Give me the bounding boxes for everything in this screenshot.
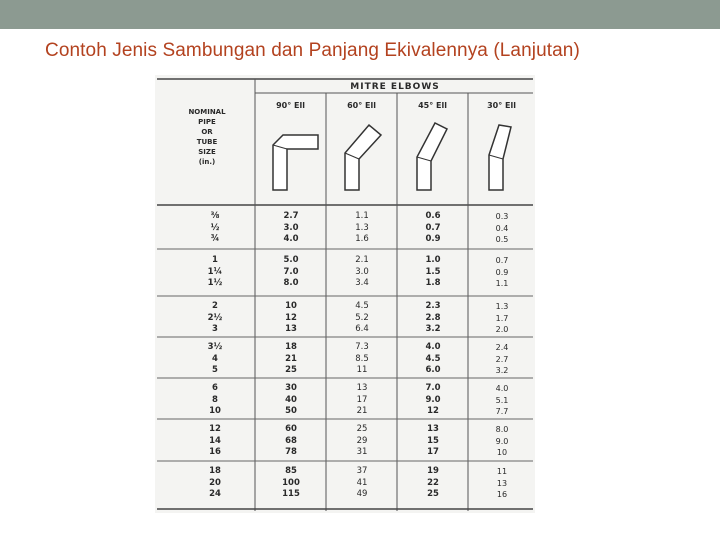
equivalent-length-cell: 4.5 (425, 353, 441, 364)
equivalent-length-cell: 25 (427, 489, 439, 499)
elbow-45-drawing (405, 115, 461, 195)
pipe-size-cell: 10 (209, 406, 221, 416)
equivalent-length-cell: 22 (427, 477, 439, 488)
equivalent-length-cell: 0.9 (425, 234, 441, 244)
equivalent-length-cell: 29 (356, 435, 368, 446)
equivalent-length-cell: 0.6 (425, 211, 441, 221)
equivalent-length-cell: 11 (496, 467, 508, 476)
equivalent-length-cell: 18 (285, 342, 297, 352)
equivalent-length-cell: 16 (496, 490, 508, 499)
equivalent-length-cell: 8.0 (283, 278, 299, 288)
equivalent-length-cell: 0.5 (495, 235, 509, 244)
equivalent-length-cell: 2.7 (283, 211, 299, 221)
pipe-size-cell: 8 (212, 394, 218, 405)
column-header-45: 45° Ell (418, 101, 447, 110)
pipe-size-cell: 5 (212, 365, 218, 375)
equivalent-length-cell: 0.9 (495, 267, 509, 277)
equivalent-length-cell: 11 (356, 365, 368, 375)
equivalent-length-cell: 50 (285, 406, 297, 416)
pipe-size-cell: 3½ (207, 342, 223, 352)
equivalent-length-cell: 9.0 (495, 436, 509, 446)
equivalent-length-cell: 0.3 (495, 212, 509, 221)
equivalent-length-cell: 100 (282, 477, 300, 488)
equivalent-length-cell: 3.2 (495, 366, 509, 375)
equivalent-length-cell: 4.0 (495, 384, 509, 393)
equivalent-length-cell: 17 (356, 394, 368, 405)
pipe-size-cell: 12 (209, 424, 221, 434)
column-header-60: 60° Ell (347, 101, 376, 110)
equivalent-length-cell: 2.3 (425, 301, 441, 311)
nominal-header-line: SIZE (198, 148, 216, 156)
nominal-header-line: OR (201, 128, 213, 136)
equivalent-length-cell: 13 (496, 478, 508, 488)
pipe-size-cell: 1½ (207, 278, 223, 288)
equivalent-length-cell: 15 (427, 435, 439, 446)
nominal-header-line: NOMINAL (188, 108, 226, 116)
equivalent-length-cell: 30 (285, 383, 297, 393)
equivalent-length-cell: 1.3 (355, 222, 369, 233)
equivalent-length-cell: 4.0 (283, 234, 299, 244)
equivalent-length-cell: 7.3 (355, 342, 369, 352)
equivalent-length-cell: 85 (285, 466, 297, 476)
equivalent-length-cell: 60 (285, 424, 297, 434)
equivalent-length-cell: 8.5 (355, 353, 369, 364)
slide-top-bar (0, 0, 720, 29)
equivalent-length-cell: 31 (356, 447, 368, 457)
equivalent-length-cell: 1.3 (495, 302, 509, 311)
equivalent-length-cell: 17 (427, 447, 439, 457)
equivalent-length-cell: 5.0 (283, 255, 299, 265)
nominal-size-header (167, 107, 247, 167)
equivalent-length-cell: 3.4 (355, 278, 369, 288)
equivalent-length-cell: 25 (285, 365, 297, 375)
equivalent-length-cell: 0.4 (495, 223, 509, 233)
elbow-90-drawing (263, 115, 319, 195)
equivalent-length-cell: 2.1 (355, 255, 369, 265)
nominal-header-line: TUBE (196, 138, 218, 146)
elbow-60-drawing (333, 115, 389, 195)
equivalent-length-cell: 1.6 (355, 234, 369, 244)
equivalent-length-cell: 115 (282, 489, 300, 499)
equivalent-length-cell: 12 (427, 406, 439, 416)
pipe-size-cell: 1¼ (207, 266, 223, 277)
equivalent-length-cell: 9.0 (425, 394, 441, 405)
equivalent-length-cell: 10 (496, 448, 508, 457)
equivalent-length-cell: 2.0 (495, 325, 509, 334)
equivalent-length-cell: 37 (356, 466, 368, 476)
pipe-size-cell: 18 (209, 466, 221, 476)
group-header: MITRE ELBOWS (350, 82, 440, 92)
equivalent-length-cell: 40 (285, 394, 297, 405)
pipe-size-cell: 4 (212, 353, 218, 364)
pipe-size-cell: 2 (212, 301, 218, 311)
equivalent-length-cell: 21 (285, 353, 297, 364)
column-header-90: 90° Ell (276, 101, 305, 110)
pipe-size-cell: ¾ (210, 234, 220, 244)
equivalent-length-cell: 7.0 (283, 266, 299, 277)
equivalent-length-cell: 1.7 (495, 313, 509, 323)
equivalent-length-cell: 12 (285, 312, 297, 323)
pipe-size-cell: ½ (210, 222, 220, 233)
equivalent-length-cell: 5.1 (495, 395, 509, 405)
equivalent-length-cell: 13 (285, 324, 297, 334)
equivalent-length-cell: 10 (285, 301, 297, 311)
nominal-header-line: PIPE (198, 118, 216, 126)
equivalent-length-cell: 1.1 (355, 211, 369, 221)
equivalent-length-cell: 1.5 (425, 266, 441, 277)
equivalent-length-cell: 13 (427, 424, 439, 434)
equivalent-length-cell: 4.5 (355, 301, 369, 311)
equivalent-length-cell: 78 (285, 447, 297, 457)
pipe-size-cell: 1 (212, 255, 218, 265)
equivalent-length-cell: 0.7 (425, 222, 441, 233)
equivalent-length-cell: 3.2 (425, 324, 441, 334)
pipe-size-cell: ⅜ (210, 211, 220, 221)
equivalent-length-cell: 6.0 (425, 365, 441, 375)
pipe-size-cell: 2½ (207, 312, 223, 323)
equivalent-length-cell: 7.7 (495, 407, 509, 416)
pipe-size-cell: 24 (209, 489, 221, 499)
equivalent-length-cell: 2.4 (495, 343, 509, 352)
pipe-size-cell: 3 (212, 324, 218, 334)
column-header-30: 30° Ell (487, 101, 516, 110)
equivalent-length-cell: 13 (356, 383, 368, 393)
equivalent-length-cell: 68 (285, 435, 297, 446)
equivalent-length-cell: 19 (427, 466, 439, 476)
equivalent-length-cell: 8.0 (495, 425, 509, 434)
equivalent-length-cell: 41 (356, 477, 368, 488)
pipe-size-cell: 6 (212, 383, 218, 393)
equivalent-length-cell: 4.0 (425, 342, 441, 352)
nominal-header-line: (in.) (198, 158, 216, 166)
equivalent-length-cell: 0.7 (495, 256, 509, 265)
equivalent-length-cell: 49 (356, 489, 368, 499)
equivalent-length-cell: 6.4 (355, 324, 369, 334)
slide-title: Contoh Jenis Sambungan dan Panjang Ekivalennya (Lanjutan) (45, 40, 580, 61)
equivalent-length-cell: 3.0 (283, 222, 299, 233)
equivalent-length-cell: 3.0 (355, 266, 369, 277)
equivalent-length-cell: 2.8 (425, 312, 441, 323)
equivalent-length-cell: 25 (356, 424, 368, 434)
equivalent-length-cell: 21 (356, 406, 368, 416)
equivalent-length-cell: 7.0 (425, 383, 441, 393)
equivalent-length-cell: 1.8 (425, 278, 441, 288)
equivalent-length-cell: 2.7 (495, 354, 509, 364)
pipe-size-cell: 16 (209, 447, 221, 457)
pipe-size-cell: 14 (209, 435, 221, 446)
equivalent-length-cell: 5.2 (355, 312, 369, 323)
equivalent-length-cell: 1.1 (495, 279, 509, 288)
pipe-size-cell: 20 (209, 477, 221, 488)
equivalent-length-cell: 1.0 (425, 255, 441, 265)
mitre-elbow-table (155, 75, 535, 513)
elbow-30-drawing (475, 115, 531, 195)
